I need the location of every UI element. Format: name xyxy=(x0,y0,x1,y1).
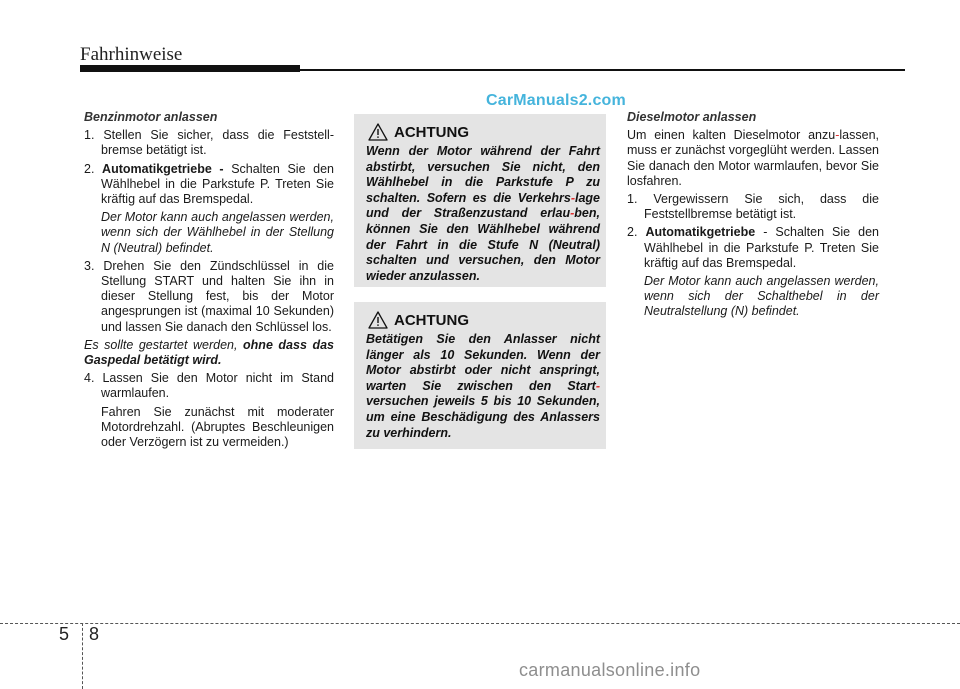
petrol-step-1: 1. Stellen Sie sicher, dass die Feststell-bremse betätigt ist. xyxy=(84,128,334,158)
page-number: 8 xyxy=(89,624,100,644)
warning-box-header xyxy=(368,123,469,141)
warning-triangle-icon xyxy=(368,311,388,329)
warning-text-part: versuchen jeweils 5 bis 10 Sekunden, um eine Beschädigung des Anlassers zu verhindern. xyxy=(366,394,600,440)
left-column xyxy=(84,110,334,453)
petrol-hint-bold: ohne dass das Gaspedal betätigt wird. xyxy=(84,337,334,368)
warning-text-part: Wenn der Motor während der Fahrt abstirbt, versuchen Sie nicht, den Wählhebel in die Parkstufe P zu schalten. Sofern es die Verkehrs xyxy=(366,144,600,205)
diesel-step-2-label: Automatikgetriebe xyxy=(645,225,756,240)
petrol-step-2-text: Schalten Sie den Wählhebel in die Parkstufe P. Treten Sie kräftig auf das Bremspedal. xyxy=(101,161,334,207)
footer-dashed-rule xyxy=(0,623,960,624)
diesel-intro-part: Um einen kalten Dieselmotor anzu xyxy=(627,128,836,143)
petrol-start-heading: Benzinmotor anlassen xyxy=(84,110,218,124)
diesel-intro xyxy=(627,128,879,189)
hyphen-mark: - xyxy=(570,206,575,221)
chapter-number: 5 xyxy=(59,624,70,644)
warning-triangle-icon xyxy=(368,123,388,141)
warning-box-header xyxy=(368,311,469,329)
watermark-carmanualsonline: carmanualsonline.info xyxy=(519,660,701,680)
petrol-step-3: 3. Drehen Sie den Zündschlüssel in die Stellung START und halten Sie ihn in dieser Stellung fest, bis der Motor angesprungen ist (maximal 10 Sekunden) und lassen Sie danach den Schlüssel los. xyxy=(84,258,334,334)
diesel-intro-part: lassen, muss er zunächst vorgeglüht werden. Lassen Sie danach den Motor warmlaufen, bevor Sie losfahren. xyxy=(627,128,879,188)
diesel-step-1: 1. Vergewissern Sie sich, dass die Feststellbremse betätigt ist. xyxy=(627,192,879,222)
hyphen-mark: - xyxy=(570,190,575,205)
diesel-step-2-number: 2. xyxy=(627,225,646,240)
hyphen-mark: - xyxy=(595,378,600,393)
petrol-step-2 xyxy=(84,162,334,208)
warning-text-part: lage und der Straßenzustand erlau xyxy=(366,190,600,221)
petrol-step-4: 4. Lassen Sie den Motor nicht im Stand warmlaufen. xyxy=(84,371,334,401)
header-rule-thin xyxy=(300,69,905,71)
right-column xyxy=(627,110,879,323)
petrol-step-2-note: Der Motor kann auch angelassen werden, wenn sich der Wählhebel in der Stellung N (Neutral) befindet. xyxy=(101,210,334,255)
header-rule-thick xyxy=(80,65,300,72)
diesel-start-heading: Dieselmotor anlassen xyxy=(627,110,757,124)
diesel-step-2 xyxy=(627,225,879,271)
diesel-step-2-text: - Schalten Sie den Wählhebel in die Parkstufe P. Treten Sie kräftig auf das Bremspedal. xyxy=(644,225,879,270)
warning-title: ACHTUNG xyxy=(394,311,469,329)
petrol-step-2-label: Automatikgetriebe - xyxy=(102,161,224,176)
petrol-step-4-note: Fahren Sie zunächst mit moderater Motordrehzahl. (Abruptes Beschleunigen oder Verzögern ist zu vermeiden.) xyxy=(101,404,334,450)
hyphen-mark: - xyxy=(835,128,840,143)
warning-title: ACHTUNG xyxy=(394,123,469,141)
warning-text xyxy=(366,144,600,284)
warning-box-starter xyxy=(354,302,606,449)
warning-text-part: Betätigen Sie den Anlasser nicht länger als 10 Sekunden. Wenn der Motor abstirbt oder nicht anspringt, warten Sie zwischen den Start xyxy=(366,332,600,393)
petrol-hint xyxy=(84,338,334,368)
page-header-title: Fahrhinweise xyxy=(80,44,183,65)
warning-text-part: ben, können Sie den Wählhebel während der Fahrt in die Stufe N (Neutral) schalten und versuchen, den Motor wieder anzulassen. xyxy=(366,206,600,283)
warning-text xyxy=(366,332,600,441)
petrol-hint-text: Es sollte gestartet werden, xyxy=(84,337,244,352)
footer-vertical-divider xyxy=(82,623,83,689)
petrol-step-2-number: 2. xyxy=(84,161,103,176)
warning-box-engine-stall xyxy=(354,114,606,287)
watermark-carmanuals2: CarManuals2.com xyxy=(486,92,626,109)
diesel-step-2-note: Der Motor kann auch angelassen werden, wenn sich der Schalthebel in der Neutralstellung (N) befindet. xyxy=(644,274,879,319)
